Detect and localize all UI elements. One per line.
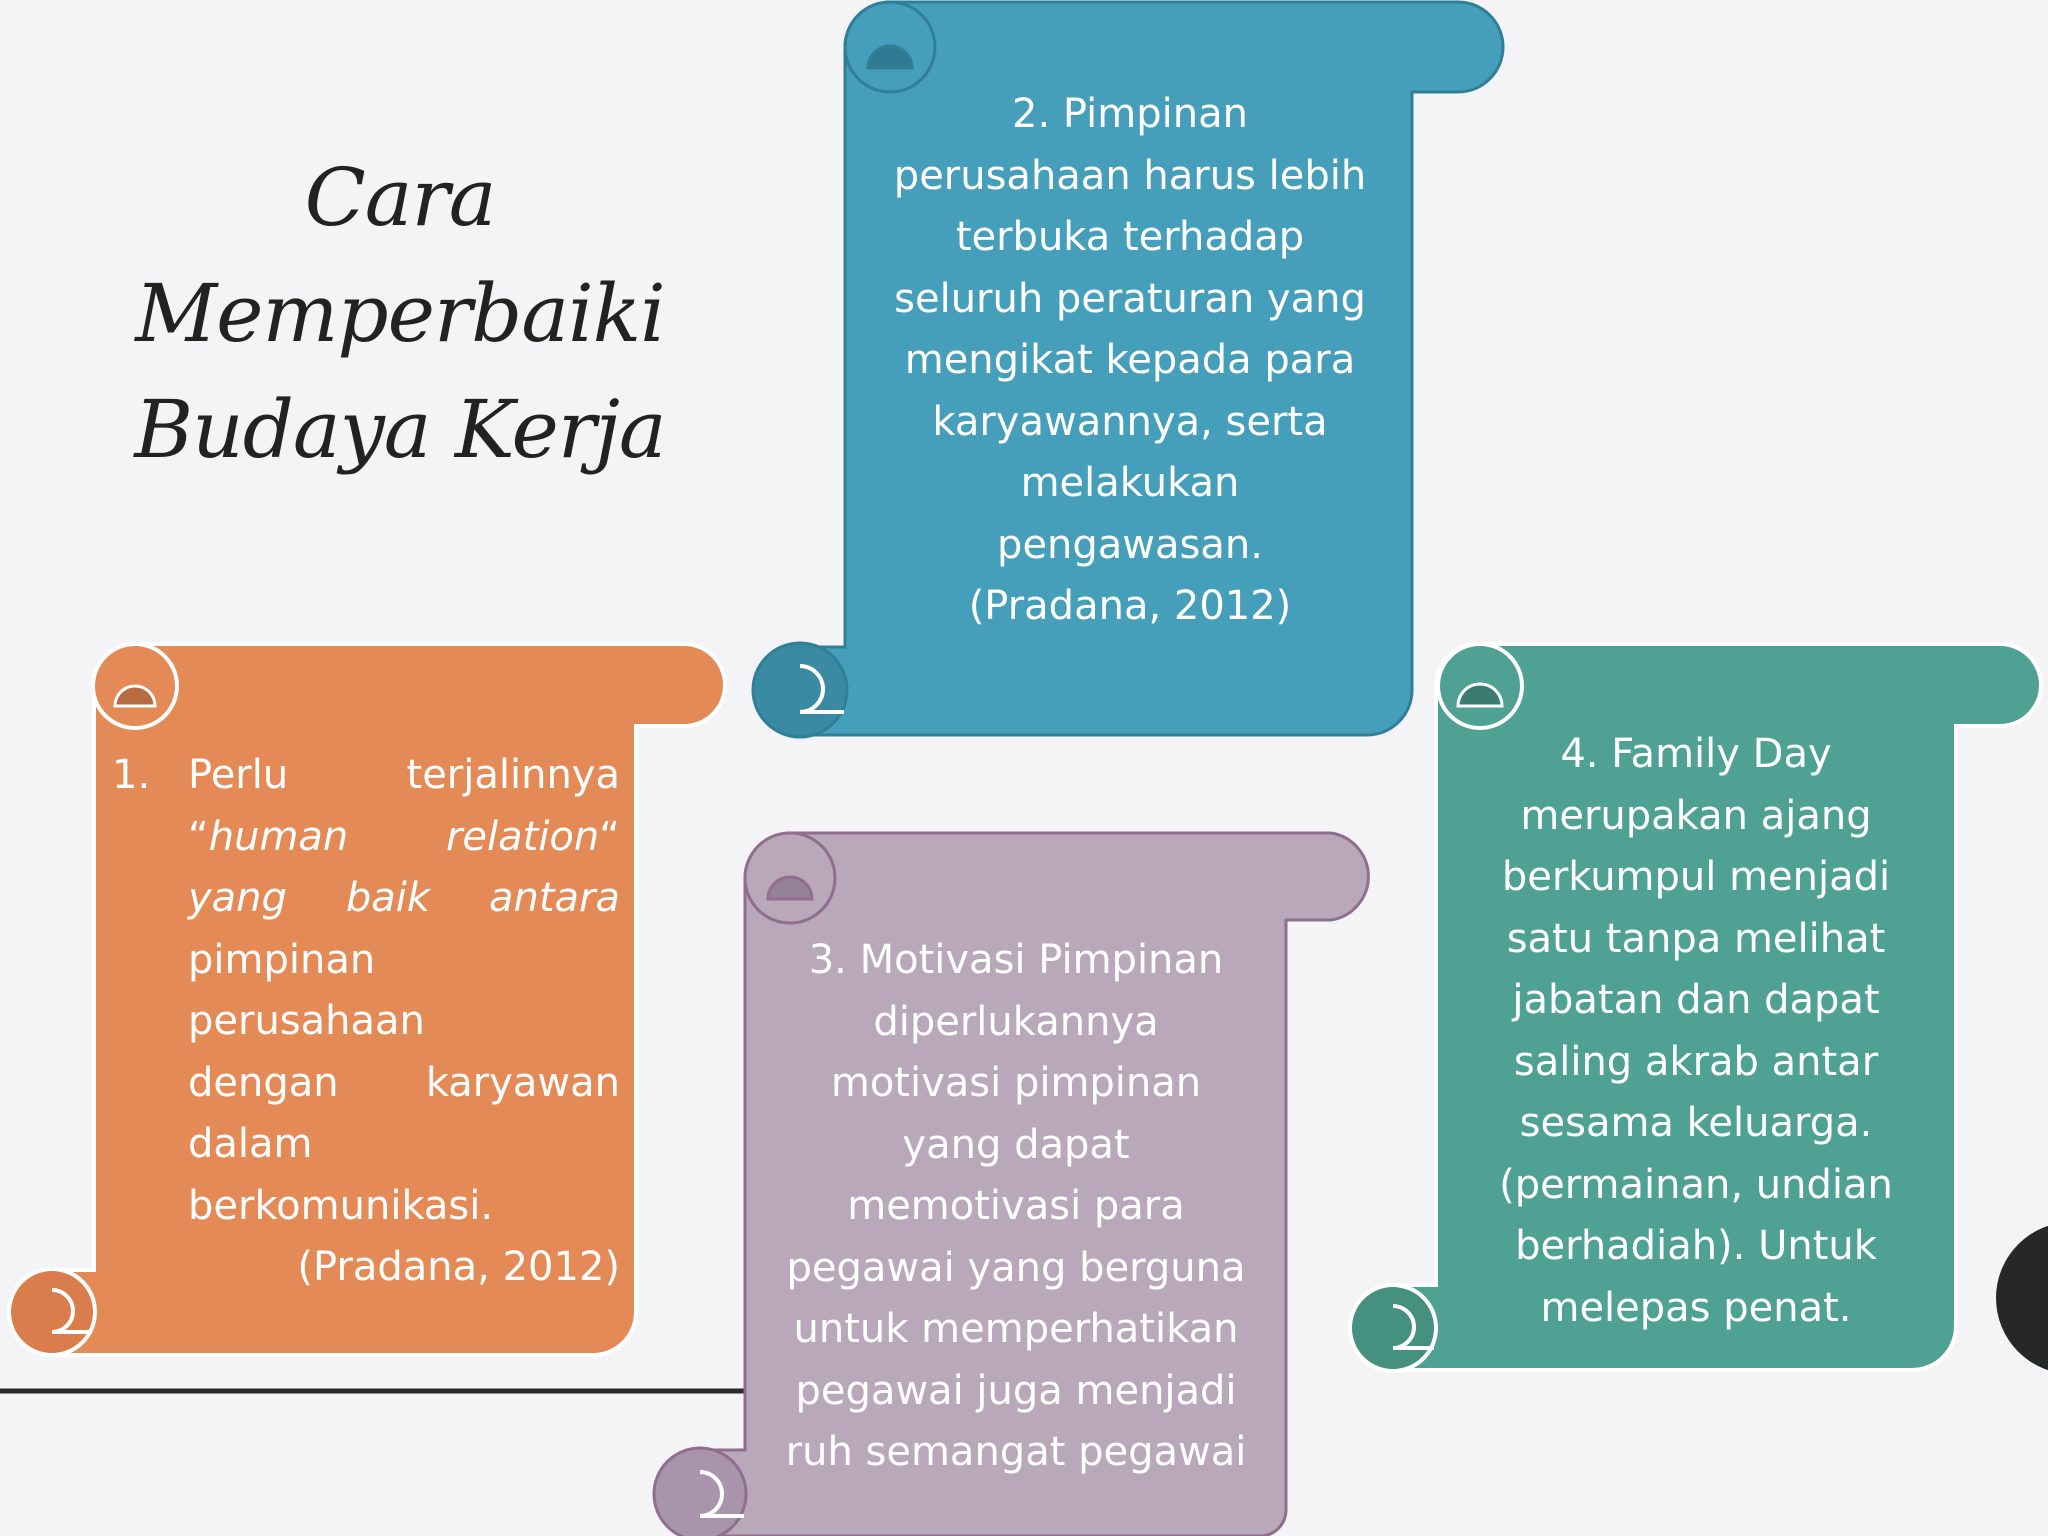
scroll-2-line: seluruh peraturan yang xyxy=(894,275,1366,322)
scroll-3-line: memotivasi para xyxy=(847,1183,1185,1229)
scroll-3-line: yang dapat xyxy=(902,1121,1130,1168)
scroll-4-line: berhadiah). Untuk xyxy=(1515,1223,1877,1269)
scroll-4-line: (permainan, undian xyxy=(1499,1161,1893,1208)
scroll-4-line: saling akrab antar xyxy=(1513,1038,1879,1085)
scroll-1-line: dengan karyawan xyxy=(188,1059,620,1106)
scroll-1-line: pimpinan xyxy=(188,936,376,983)
scroll-3-line: diperlukannya xyxy=(873,998,1159,1045)
scroll-2-line: mengikat kepada para xyxy=(904,337,1356,383)
scroll-2-reference: (Pradana, 2012) xyxy=(968,583,1292,629)
scroll-4-line: sesama keluarga. xyxy=(1519,1100,1873,1146)
scroll-2-line: 2. Pimpinan xyxy=(1012,91,1248,137)
scroll-2-line: pengawasan. xyxy=(997,521,1263,568)
scroll-2-text xyxy=(850,84,1410,638)
title-line-1: Cara Memperbaiki xyxy=(135,151,665,360)
decorative-circle xyxy=(1996,1222,2048,1374)
scroll-3-line: ruh semangat pegawai xyxy=(785,1429,1247,1475)
scroll-3-line: untuk memperhatikan xyxy=(793,1306,1239,1352)
scroll-4-line: melepas penat. xyxy=(1540,1284,1852,1331)
scroll-1-number: 1. xyxy=(112,752,151,798)
scroll-3-text xyxy=(742,930,1290,1484)
scroll-4-line: jabatan dan dapat xyxy=(1512,977,1880,1023)
scroll-1-line: dalam xyxy=(188,1121,313,1167)
scroll-4-text xyxy=(1440,724,1952,1339)
scroll-1-line: yang baik antara xyxy=(188,875,620,921)
scroll-4-line: berkumpul menjadi xyxy=(1501,854,1891,900)
scroll-2-line: karyawannya, serta xyxy=(932,398,1328,445)
scroll-1-line: perusahaan xyxy=(188,998,425,1044)
scroll-1-reference: (Pradana, 2012) xyxy=(297,1244,620,1290)
scroll-4-line: merupakan ajang xyxy=(1520,792,1872,839)
scroll-3-line: pegawai juga menjadi xyxy=(795,1367,1237,1414)
scroll-2-line: melakukan xyxy=(1020,460,1240,506)
scroll-1-line: “human relation“ xyxy=(188,813,620,860)
scroll-3-line: 3. Motivasi Pimpinan xyxy=(808,937,1224,983)
scroll-1-line: Perlu terjalinnya xyxy=(188,752,620,798)
scroll-3-line: pegawai yang berguna xyxy=(786,1244,1246,1291)
slide-title xyxy=(40,140,760,488)
scroll-1-line: berkomunikasi. xyxy=(188,1182,494,1229)
scroll-4-line: satu tanpa melihat xyxy=(1506,915,1886,962)
scroll-2-line: terbuka terhadap xyxy=(955,214,1305,260)
scroll-1-body xyxy=(188,745,620,1299)
title-line-2: Budaya Kerja xyxy=(134,383,666,476)
scroll-3-line: motivasi pimpinan xyxy=(830,1060,1202,1106)
scroll-2-line: perusahaan harus lebih xyxy=(893,152,1367,199)
scroll-4-line: 4. Family Day xyxy=(1560,731,1832,777)
